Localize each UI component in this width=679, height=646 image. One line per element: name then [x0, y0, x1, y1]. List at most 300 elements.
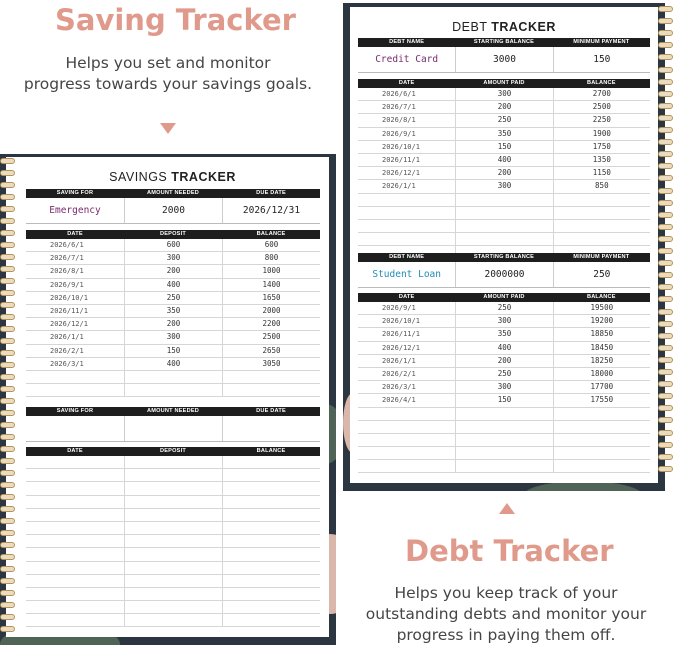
- spiral-ring: [0, 422, 15, 428]
- table-row: [358, 88, 650, 101]
- table-cell[interactable]: 2026/1/1: [382, 182, 416, 191]
- table-cell[interactable]: [26, 562, 124, 574]
- table-cell[interactable]: 1900: [553, 128, 650, 140]
- spiral-ring: [0, 458, 15, 464]
- table-row: [358, 167, 650, 180]
- saving-tracker-heading: Saving Tracker: [55, 3, 296, 37]
- savings-goal-1-table-header-2: BALANCE: [256, 231, 286, 237]
- saving-desc-line-1: Helps you set and monitor: [65, 54, 271, 72]
- table-row: [26, 482, 320, 495]
- debt-2-value-2[interactable]: 250: [553, 262, 650, 287]
- savings-goal-2-table-header-0: DATE: [67, 448, 83, 454]
- table-cell[interactable]: 300: [455, 381, 552, 393]
- down-arrow-icon: [160, 123, 176, 134]
- table-cell[interactable]: 300: [124, 252, 222, 264]
- spiral-ring: [0, 446, 15, 452]
- spiral-ring: [0, 374, 15, 380]
- table-cell[interactable]: 2000: [222, 305, 320, 317]
- table-cell[interactable]: 2026/10/1: [50, 293, 88, 302]
- table-cell[interactable]: [26, 588, 124, 600]
- table-cell[interactable]: 1000: [222, 265, 320, 277]
- table-cell[interactable]: [124, 509, 222, 521]
- spiral-ring: [658, 333, 673, 339]
- table-cell[interactable]: 250: [124, 292, 222, 304]
- table-cell[interactable]: [358, 421, 455, 433]
- up-arrow-icon: [499, 503, 515, 514]
- savings-goal-2-value-0[interactable]: [26, 416, 124, 441]
- table-row: [26, 265, 320, 278]
- spiral-ring: [0, 578, 15, 584]
- spiral-ring: [0, 302, 15, 308]
- table-cell[interactable]: [358, 447, 455, 459]
- table-cell[interactable]: 2026/2/1: [50, 346, 84, 355]
- table-cell[interactable]: [222, 482, 320, 494]
- debt-1-header-2: MINIMUM PAYMENT: [573, 39, 630, 45]
- table-cell[interactable]: [358, 220, 455, 232]
- table-cell[interactable]: 17550: [553, 394, 650, 406]
- table-row: [26, 509, 320, 522]
- debt-1-values-row: [358, 47, 650, 73]
- table-cell[interactable]: 1350: [553, 154, 650, 166]
- debt-tracker-title: DEBT TRACKER: [452, 20, 556, 34]
- table-cell[interactable]: [455, 207, 552, 219]
- spiral-ring: [658, 442, 673, 448]
- spiral-ring: [0, 518, 15, 524]
- debt-1-value-0[interactable]: Credit Card: [375, 54, 439, 65]
- table-row: [26, 535, 320, 548]
- spiral-ring: [0, 566, 15, 572]
- savings-goal-2-header-1: AMOUNT NEEDED: [146, 408, 199, 414]
- spiral-ring: [0, 494, 15, 500]
- table-row: [26, 522, 320, 535]
- table-cell[interactable]: 2026/12/1: [382, 169, 420, 178]
- spiral-ring: [0, 470, 15, 476]
- table-cell[interactable]: 1400: [222, 279, 320, 291]
- table-cell[interactable]: 2026/10/1: [382, 142, 420, 151]
- spiral-ring: [0, 614, 15, 620]
- debt-2-header-2: MINIMUM PAYMENT: [573, 254, 630, 260]
- savings-goal-2-value-1[interactable]: [124, 416, 222, 441]
- savings-goal-1-table-body: [26, 239, 320, 397]
- table-cell[interactable]: [222, 496, 320, 508]
- table-cell[interactable]: [26, 601, 124, 613]
- savings-goal-1-value-0[interactable]: Emergency: [49, 205, 101, 216]
- spiral-ring: [658, 103, 673, 109]
- table-cell[interactable]: [26, 371, 124, 383]
- table-cell[interactable]: 200: [455, 101, 552, 113]
- table-cell[interactable]: [222, 601, 320, 613]
- debt-2-table-header-1: AMOUNT PAID: [483, 294, 525, 300]
- table-cell[interactable]: [455, 447, 552, 459]
- savings-goal-1-header-2: DUE DATE: [256, 190, 286, 196]
- table-cell[interactable]: 2026/4/1: [382, 396, 416, 405]
- table-row: [26, 279, 320, 292]
- table-cell[interactable]: 2026/6/1: [50, 241, 84, 249]
- table-cell[interactable]: 850: [553, 180, 650, 192]
- table-cell[interactable]: 400: [124, 358, 222, 370]
- savings-goal-1-value-2[interactable]: 2026/12/31: [222, 198, 320, 223]
- savings-goal-1-table-header: [26, 230, 320, 239]
- table-row: [358, 447, 650, 460]
- table-cell[interactable]: 2026/12/1: [382, 343, 420, 352]
- table-cell[interactable]: 350: [455, 128, 552, 140]
- spiral-ring: [0, 158, 15, 164]
- spiral-ring: [0, 410, 15, 416]
- spiral-ring: [658, 54, 673, 60]
- spiral-ring: [658, 369, 673, 375]
- table-cell[interactable]: 17700: [553, 381, 650, 393]
- table-row: [26, 456, 320, 469]
- spiral-ring: [658, 127, 673, 133]
- table-row: [358, 368, 650, 381]
- table-row: [358, 220, 650, 233]
- spiral-ring: [658, 91, 673, 97]
- table-cell[interactable]: [222, 371, 320, 383]
- table-cell[interactable]: [222, 509, 320, 521]
- spiral-ring: [0, 194, 15, 200]
- table-cell[interactable]: 18450: [553, 342, 650, 354]
- debt-1-value-1[interactable]: 3000: [455, 47, 552, 72]
- table-cell[interactable]: [455, 434, 552, 446]
- spiral-ring: [658, 175, 673, 181]
- table-cell[interactable]: 150: [124, 345, 222, 357]
- table-cell[interactable]: [26, 614, 124, 626]
- spiral-ring: [0, 434, 15, 440]
- table-cell[interactable]: 2500: [222, 331, 320, 343]
- table-cell[interactable]: [553, 194, 650, 206]
- table-cell[interactable]: [26, 575, 124, 587]
- table-row: [358, 180, 650, 193]
- table-cell[interactable]: [553, 434, 650, 446]
- table-cell[interactable]: 1150: [553, 167, 650, 179]
- table-cell[interactable]: 350: [455, 328, 552, 340]
- table-row: [358, 408, 650, 421]
- table-cell[interactable]: [358, 408, 455, 420]
- table-row: [26, 305, 320, 318]
- table-row: [26, 601, 320, 614]
- table-cell[interactable]: [124, 469, 222, 481]
- table-cell[interactable]: 400: [455, 342, 552, 354]
- spiral-ring: [658, 393, 673, 399]
- debt-2-table-body: [358, 302, 650, 473]
- table-row: [358, 460, 650, 473]
- spiral-ring: [658, 163, 673, 169]
- spiral-ring: [0, 506, 15, 512]
- spiral-ring: [0, 314, 15, 320]
- table-row: [358, 421, 650, 434]
- table-cell[interactable]: 2026/6/1: [382, 90, 416, 98]
- table-cell[interactable]: 300: [455, 88, 552, 100]
- spiral-ring: [658, 18, 673, 24]
- table-cell[interactable]: [222, 548, 320, 560]
- table-cell[interactable]: 19200: [553, 315, 650, 327]
- table-cell[interactable]: 600: [124, 239, 222, 251]
- spiral-ring: [658, 212, 673, 218]
- debt-2-table-header: [358, 293, 650, 302]
- table-cell[interactable]: 150: [455, 141, 552, 153]
- spiral-ring: [658, 284, 673, 290]
- table-cell[interactable]: 200: [455, 167, 552, 179]
- debt-2-values-row: [358, 262, 650, 288]
- spiral-ring: [658, 6, 673, 12]
- table-cell[interactable]: 2026/1/1: [382, 356, 416, 365]
- debt-2-table-header-2: BALANCE: [586, 294, 616, 300]
- table-cell[interactable]: 2500: [553, 101, 650, 113]
- table-cell[interactable]: 400: [124, 279, 222, 291]
- table-cell[interactable]: 3050: [222, 358, 320, 370]
- saving-desc-line-2: progress towards your savings goals.: [23, 75, 313, 93]
- table-cell[interactable]: [222, 469, 320, 481]
- spiral-ring: [658, 466, 673, 472]
- spiral-ring: [658, 357, 673, 363]
- table-cell[interactable]: [124, 601, 222, 613]
- table-cell[interactable]: [455, 233, 552, 245]
- table-cell[interactable]: 200: [124, 265, 222, 277]
- spiral-ring: [0, 326, 15, 332]
- savings-goal-2-values-row: [26, 416, 320, 442]
- table-row: [358, 114, 650, 127]
- table-cell[interactable]: [124, 575, 222, 587]
- table-cell[interactable]: [358, 434, 455, 446]
- table-row: [26, 469, 320, 482]
- table-row: [26, 384, 320, 397]
- table-cell[interactable]: [26, 482, 124, 494]
- spiral-binding-right: [658, 6, 676, 478]
- table-cell[interactable]: [26, 384, 124, 396]
- table-row: [26, 292, 320, 305]
- table-row: [26, 562, 320, 575]
- table-cell[interactable]: 2026/11/1: [382, 330, 420, 339]
- savings-goal-2-value-2[interactable]: [222, 416, 320, 441]
- table-cell[interactable]: [124, 384, 222, 396]
- table-cell[interactable]: 18250: [553, 355, 650, 367]
- table-cell[interactable]: [358, 233, 455, 245]
- spiral-ring: [0, 554, 15, 560]
- table-cell[interactable]: [124, 588, 222, 600]
- table-cell[interactable]: [553, 233, 650, 245]
- table-cell[interactable]: 600: [222, 239, 320, 251]
- table-cell[interactable]: [222, 384, 320, 396]
- savings-tracker-title: SAVINGS TRACKER: [109, 170, 236, 184]
- table-cell[interactable]: [455, 460, 552, 472]
- table-row: [26, 358, 320, 371]
- spiral-ring: [658, 345, 673, 351]
- spiral-ring: [658, 430, 673, 436]
- table-row: [358, 381, 650, 394]
- table-cell[interactable]: 250: [455, 302, 552, 314]
- spiral-ring: [0, 398, 15, 404]
- debt-2-value-1[interactable]: 2000000: [455, 262, 552, 287]
- table-cell[interactable]: 300: [124, 331, 222, 343]
- table-cell[interactable]: 200: [124, 318, 222, 330]
- spiral-ring: [0, 542, 15, 548]
- table-cell[interactable]: [26, 535, 124, 547]
- savings-goal-1-value-1[interactable]: 2000: [124, 198, 222, 223]
- table-cell[interactable]: [455, 194, 552, 206]
- table-cell[interactable]: [222, 562, 320, 574]
- table-row: [358, 328, 650, 341]
- table-cell[interactable]: [124, 614, 222, 626]
- table-cell[interactable]: [124, 535, 222, 547]
- spiral-ring: [658, 454, 673, 460]
- table-cell[interactable]: [222, 575, 320, 587]
- spiral-ring: [0, 170, 15, 176]
- table-row: [358, 233, 650, 246]
- spiral-ring: [0, 206, 15, 212]
- table-cell[interactable]: 2026/8/1: [50, 267, 84, 276]
- table-cell[interactable]: [124, 496, 222, 508]
- table-row: [26, 318, 320, 331]
- table-cell[interactable]: 2026/3/1: [50, 359, 84, 368]
- table-cell[interactable]: [222, 522, 320, 534]
- table-cell[interactable]: 2026/12/1: [50, 320, 88, 329]
- table-cell[interactable]: [124, 522, 222, 534]
- table-cell[interactable]: 2026/9/1: [382, 129, 416, 138]
- spiral-ring: [0, 482, 15, 488]
- spiral-ring: [658, 236, 673, 242]
- spiral-ring: [658, 248, 673, 254]
- table-cell[interactable]: [26, 548, 124, 560]
- spiral-ring: [658, 42, 673, 48]
- debt-tracker-description: [356, 583, 656, 646]
- table-cell[interactable]: 1750: [553, 141, 650, 153]
- spiral-ring: [658, 381, 673, 387]
- table-cell[interactable]: 350: [124, 305, 222, 317]
- debt-2-value-0[interactable]: Student Loan: [372, 269, 441, 280]
- table-cell[interactable]: [124, 371, 222, 383]
- table-cell[interactable]: 19500: [553, 302, 650, 314]
- table-cell[interactable]: 250: [455, 368, 552, 380]
- savings-goal-1-header-1: AMOUNT NEEDED: [146, 190, 199, 196]
- spiral-ring: [658, 272, 673, 278]
- table-cell[interactable]: [553, 207, 650, 219]
- debt-1-value-2[interactable]: 150: [553, 47, 650, 72]
- table-cell[interactable]: [26, 456, 124, 468]
- table-cell[interactable]: 250: [455, 114, 552, 126]
- table-row: [26, 496, 320, 509]
- debt-tracker-heading: Debt Tracker: [405, 534, 614, 568]
- table-cell[interactable]: 2026/11/1: [50, 306, 88, 315]
- table-row: [358, 101, 650, 114]
- table-row: [26, 252, 320, 265]
- table-cell[interactable]: 2026/11/1: [382, 155, 420, 164]
- table-cell[interactable]: 2026/7/1: [382, 103, 416, 112]
- table-cell[interactable]: [26, 496, 124, 508]
- table-cell[interactable]: [26, 509, 124, 521]
- spiral-ring: [0, 218, 15, 224]
- spiral-ring: [0, 266, 15, 272]
- table-row: [26, 575, 320, 588]
- table-cell[interactable]: [222, 456, 320, 468]
- savings-goal-1-header-0: SAVING FOR: [56, 190, 94, 196]
- table-cell[interactable]: [26, 469, 124, 481]
- spiral-ring: [0, 386, 15, 392]
- table-row: [26, 239, 320, 252]
- table-cell[interactable]: [455, 421, 552, 433]
- spiral-ring: [0, 530, 15, 536]
- table-row: [26, 371, 320, 384]
- spiral-ring: [0, 350, 15, 356]
- savings-tracker-page: [6, 157, 329, 637]
- table-row: [358, 394, 650, 407]
- savings-planner-book: [0, 154, 336, 645]
- table-cell[interactable]: 2650: [222, 345, 320, 357]
- table-row: [358, 207, 650, 220]
- savings-goal-2-field-header: [26, 407, 320, 416]
- table-cell[interactable]: 300: [455, 315, 552, 327]
- table-cell[interactable]: 2700: [553, 88, 650, 100]
- spiral-ring: [658, 200, 673, 206]
- table-cell[interactable]: [553, 421, 650, 433]
- table-cell[interactable]: 2026/8/1: [382, 116, 416, 125]
- table-cell[interactable]: 2026/2/1: [382, 369, 416, 378]
- table-cell[interactable]: [124, 562, 222, 574]
- table-cell[interactable]: 2026/7/1: [50, 254, 84, 263]
- table-row: [26, 588, 320, 601]
- table-cell[interactable]: 200: [455, 355, 552, 367]
- table-cell[interactable]: [553, 447, 650, 459]
- table-cell[interactable]: [455, 220, 552, 232]
- table-cell[interactable]: [124, 456, 222, 468]
- table-cell[interactable]: 2026/9/1: [50, 280, 84, 289]
- table-cell[interactable]: [358, 194, 455, 206]
- table-cell[interactable]: [553, 460, 650, 472]
- table-cell[interactable]: [124, 482, 222, 494]
- table-cell[interactable]: [553, 220, 650, 232]
- table-cell[interactable]: 400: [455, 154, 552, 166]
- table-cell[interactable]: 800: [222, 252, 320, 264]
- table-cell[interactable]: 2026/1/1: [50, 333, 84, 342]
- table-cell[interactable]: 150: [455, 394, 552, 406]
- debt-tracker-page: [350, 7, 658, 483]
- table-cell[interactable]: [124, 548, 222, 560]
- table-cell[interactable]: 300: [455, 180, 552, 192]
- debt-1-field-header: [358, 38, 650, 47]
- spiral-ring: [658, 296, 673, 302]
- table-cell[interactable]: [553, 408, 650, 420]
- table-cell[interactable]: 2026/3/1: [382, 383, 416, 392]
- spiral-ring: [0, 254, 15, 260]
- table-cell[interactable]: 2026/10/1: [382, 317, 420, 326]
- table-cell[interactable]: [222, 614, 320, 626]
- table-cell[interactable]: 2250: [553, 114, 650, 126]
- table-cell[interactable]: [222, 588, 320, 600]
- spiral-ring: [658, 417, 673, 423]
- debt-1-table-header-0: DATE: [398, 80, 415, 86]
- table-cell[interactable]: [26, 522, 124, 534]
- table-cell[interactable]: [358, 207, 455, 219]
- debt-1-header-1: STARTING BALANCE: [473, 39, 535, 45]
- spiral-ring: [658, 139, 673, 145]
- savings-goal-2-table-header-2: BALANCE: [256, 448, 286, 454]
- spiral-ring: [658, 224, 673, 230]
- table-cell[interactable]: 2200: [222, 318, 320, 330]
- debt-2-header-1: STARTING BALANCE: [473, 254, 535, 260]
- table-cell[interactable]: [455, 408, 552, 420]
- table-cell[interactable]: 18850: [553, 328, 650, 340]
- table-cell[interactable]: [358, 460, 455, 472]
- spiral-ring: [658, 309, 673, 315]
- table-cell[interactable]: [222, 535, 320, 547]
- debt-1-header-0: DEBT NAME: [389, 39, 425, 45]
- table-cell[interactable]: 18000: [553, 368, 650, 380]
- table-cell[interactable]: 1650: [222, 292, 320, 304]
- table-row: [358, 194, 650, 207]
- table-cell[interactable]: 2026/9/1: [382, 304, 416, 312]
- savings-goal-2-table-header: [26, 447, 320, 456]
- spiral-ring: [658, 67, 673, 73]
- table-row: [358, 355, 650, 368]
